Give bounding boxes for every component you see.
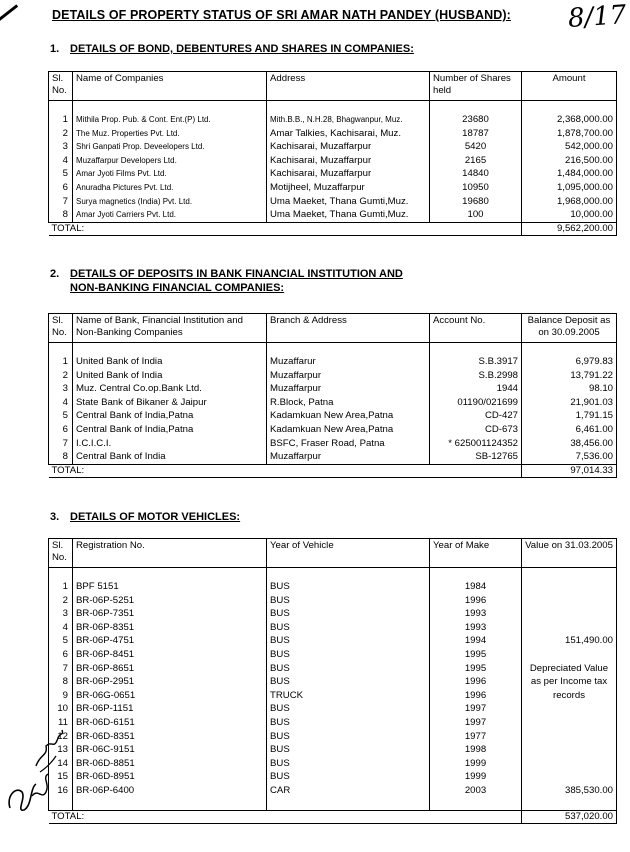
section-2-number: 2. [50,268,60,280]
row-vehicle-type: BUS [267,675,430,689]
header-account: Account No. [430,314,522,343]
row-sl: 10 [49,702,73,716]
spacer-cell [73,798,267,811]
total-label: TOTAL: [49,810,522,823]
row-balance: 7,536.00 [522,450,617,464]
depreciated-value-note: Depreciated Value as per Income tax records [522,662,617,716]
row-registration: BPF 5151 [73,580,267,594]
row-bank-name: Muz. Central Co.op.Bank Ltd. [73,382,267,396]
row-value [522,716,617,730]
row-sl: 7 [49,437,73,451]
row-sl: 13 [49,743,73,757]
row-registration: BR-06C-9151 [73,743,267,757]
total-amount: 537,020.00 [522,810,617,823]
total-label: TOTAL: [49,222,522,235]
total-row [49,810,617,823]
table-row [49,409,617,423]
table-row [49,437,617,451]
row-balance: 6,461.00 [522,423,617,437]
row-sl: 14 [49,757,73,771]
row-vehicle-type: BUS [267,662,430,676]
row-sl: 6 [49,648,73,662]
row-shares: 23680 [430,113,522,127]
row-company-name: The Muz. Properties Pvt. Ltd. [73,127,267,141]
row-account: 1944 [430,382,522,396]
row-shares: 18787 [430,127,522,141]
total-row [49,222,617,235]
header-year-make: Year of Make [430,539,522,568]
table-row [49,127,617,141]
row-value [522,594,617,608]
row-company-name: Amar Jyoti Carriers Pvt. Ltd. [73,208,267,222]
table-row [49,167,617,181]
row-year-make: 1998 [430,743,522,757]
section-2-heading-line2: NON-BANKING FINANCIAL COMPANIES: [70,282,285,294]
row-sl: 4 [49,621,73,635]
row-amount: 2,368,000.00 [522,113,617,127]
row-vehicle-type: BUS [267,770,430,784]
row-registration: BR-06P-8351 [73,621,267,635]
row-sl: 6 [49,423,73,437]
row-year-make: 1984 [430,580,522,594]
table-row [49,716,617,730]
row-shares: 19680 [430,195,522,209]
table-spacer-row [49,343,617,356]
row-sl: 3 [49,382,73,396]
row-address: Mith.B.B., N.H.28, Bhagwanpur, Muz. [267,113,430,127]
row-sl: 5 [49,167,73,181]
total-row [49,464,617,477]
row-vehicle-type: BUS [267,648,430,662]
table-row [49,757,617,771]
header-sl: Sl. No. [49,72,73,101]
row-year-make: 1995 [430,648,522,662]
table-row [49,784,617,798]
row-value [522,607,617,621]
row-shares: 5420 [430,140,522,154]
row-sl: 8 [49,675,73,689]
row-shares: 10950 [430,181,522,195]
row-company-name: Mithila Prop. Pub. & Cont. Ent.(P) Ltd. [73,113,267,127]
row-registration: BR-06P-2951 [73,675,267,689]
header-branch: Branch & Address [267,314,430,343]
row-registration: BR-06G-0651 [73,689,267,703]
spacer-cell [49,343,73,356]
row-bank-name: Central Bank of India [73,450,267,464]
row-sl: 2 [49,127,73,141]
row-vehicle-type: BUS [267,594,430,608]
row-branch: Muzaffarpur [267,382,430,396]
row-branch: Kadamkuan New Area,Patna [267,423,430,437]
table-spacer-row [49,101,617,114]
spacer-cell [73,101,267,114]
row-sl: 15 [49,770,73,784]
row-sl: 4 [49,154,73,168]
table-header-row [49,539,617,568]
row-bank-name: United Bank of India [73,355,267,369]
table-row [49,140,617,154]
row-company-name: Amar Jyoti Films Pvt. Ltd. [73,167,267,181]
row-sl: 1 [49,580,73,594]
row-sl: 6 [49,181,73,195]
corner-mark [0,4,18,22]
row-registration: BR-06P-7351 [73,607,267,621]
row-sl: 2 [49,594,73,608]
row-year-make: 1996 [430,689,522,703]
table-row [49,634,617,648]
row-amount: 1,484,000.00 [522,167,617,181]
row-sl: 1 [49,355,73,369]
table-row [49,181,617,195]
table-row [49,154,617,168]
table-row [49,730,617,744]
row-vehicle-type: TRUCK [267,689,430,703]
spacer-cell [522,101,617,114]
row-bank-name: Central Bank of India,Patna [73,409,267,423]
row-sl: 8 [49,450,73,464]
row-sl: 3 [49,140,73,154]
spacer-cell [430,343,522,356]
row-address: Motijheel, Muzaffarpur [267,181,430,195]
table-row [49,770,617,784]
row-bank-name: I.C.I.C.I. [73,437,267,451]
table-row [49,355,617,369]
row-registration: BR-06P-6400 [73,784,267,798]
row-sl: 5 [49,634,73,648]
row-year-make: 1995 [430,662,522,676]
spacer-cell [430,798,522,811]
header-year-vehicle: Year of Vehicle [267,539,430,568]
row-value: 385,530.00 [522,784,617,798]
row-vehicle-type: BUS [267,634,430,648]
table-header-row [49,314,617,343]
row-account: SB-12765 [430,450,522,464]
row-registration: BR-06P-1151 [73,702,267,716]
row-company-name: Shri Ganpati Prop. Deveelopers Ltd. [73,140,267,154]
row-branch: R.Block, Patna [267,396,430,410]
section-1-title [50,43,414,55]
row-bank-name: State Bank of Bikaner & Jaipur [73,396,267,410]
row-amount: 1,878,700.00 [522,127,617,141]
row-vehicle-type: BUS [267,716,430,730]
row-bank-name: United Bank of India [73,369,267,383]
row-registration: BR-06D-8351 [73,730,267,744]
row-account: * 625001124352 [430,437,522,451]
row-address: Amar Talkies, Kachisarai, Muz. [267,127,430,141]
row-balance: 98.10 [522,382,617,396]
header-shares: Number of Shares held [430,72,522,101]
row-bank-name: Central Bank of India,Patna [73,423,267,437]
spacer-cell [267,568,430,581]
row-year-make: 1999 [430,757,522,771]
row-balance: 6,979.83 [522,355,617,369]
row-registration: BR-06D-8851 [73,757,267,771]
spacer-cell [430,101,522,114]
row-branch: Muzaffarpur [267,369,430,383]
handwritten-signature [2,726,68,816]
row-year-make: 1993 [430,607,522,621]
header-bank-name: Name of Bank, Financial Institution and Non-Banking Companies [73,314,267,343]
table-row [49,382,617,396]
table-header-row [49,72,617,101]
spacer-cell [522,568,617,581]
table-row [49,594,617,608]
row-balance: 38,456.00 [522,437,617,451]
header-registration: Registration No. [73,539,267,568]
row-vehicle-type: BUS [267,621,430,635]
table-row [49,648,617,662]
row-address: Uma Maeket, Thana Gumti,Muz. [267,195,430,209]
section-1-number: 1. [50,43,60,55]
row-sl: 7 [49,195,73,209]
bonds-table [48,71,617,236]
row-amount: 1,095,000.00 [522,181,617,195]
row-sl: 8 [49,208,73,222]
spacer-cell [49,101,73,114]
row-year-make: 1997 [430,716,522,730]
row-value [522,757,617,771]
header-address: Address [267,72,430,101]
row-registration: BR-06P-4751 [73,634,267,648]
row-amount: 1,968,000.00 [522,195,617,209]
row-sl: 11 [49,716,73,730]
section-3-number: 3. [50,511,60,523]
row-sl: 2 [49,369,73,383]
row-value [522,770,617,784]
row-address: Kachisarai, Muzaffarpur [267,154,430,168]
row-registration: BR-06D-6151 [73,716,267,730]
table-row [49,195,617,209]
row-amount: 542,000.00 [522,140,617,154]
table-row [49,208,617,222]
section-3-title [50,511,240,523]
total-amount: 97,014.33 [522,464,617,477]
header-amount: Amount [522,72,617,101]
spacer-cell [430,568,522,581]
table-spacer-row [49,798,617,811]
row-address: Kachisarai, Muzaffarpur [267,167,430,181]
row-vehicle-type: BUS [267,743,430,757]
row-value [522,621,617,635]
header-balance: Balance Deposit as on 30.09.2005 [522,314,617,343]
row-vehicle-type: BUS [267,757,430,771]
row-balance: 1,791.15 [522,409,617,423]
row-account: CD-427 [430,409,522,423]
spacer-cell [267,798,430,811]
table-row [49,369,617,383]
row-value [522,730,617,744]
row-branch: Muzaffarpur [267,450,430,464]
section-2-title [50,268,403,294]
table-row [49,607,617,621]
spacer-cell [267,101,430,114]
row-vehicle-type: BUS [267,580,430,594]
row-value [522,743,617,757]
row-year-make: 1997 [430,702,522,716]
row-company-name: Muzaffarpur Developers Ltd. [73,154,267,168]
handwritten-page-number: 8/17 [567,0,628,35]
spacer-cell [73,343,267,356]
table-row [49,743,617,757]
row-account: CD-673 [430,423,522,437]
row-registration: BR-06P-5251 [73,594,267,608]
row-year-make: 1993 [430,621,522,635]
deposits-table [48,313,617,478]
total-label: TOTAL: [49,464,522,477]
row-year-make: 1996 [430,675,522,689]
row-shares: 100 [430,208,522,222]
row-year-make: 2003 [430,784,522,798]
table-row [49,580,617,594]
row-sl: 1 [49,113,73,127]
row-year-make: 1994 [430,634,522,648]
table-row [49,621,617,635]
spacer-cell [522,343,617,356]
row-vehicle-type: BUS [267,607,430,621]
row-year-make: 1996 [430,594,522,608]
row-sl: 9 [49,689,73,703]
table-row [49,450,617,464]
section-3-heading: DETAILS OF MOTOR VEHICLES: [70,511,241,523]
row-value: 151,490.00 [522,634,617,648]
spacer-cell [73,568,267,581]
spacer-cell [267,343,430,356]
row-sl: 5 [49,409,73,423]
row-company-name: Surya magnetics (India) Pvt. Ltd. [73,195,267,209]
row-vehicle-type: CAR [267,784,430,798]
section-2-heading-line1: DETAILS OF DEPOSITS IN BANK FINANCIAL INSTITUTION AND [70,268,403,280]
spacer-cell [522,798,617,811]
row-vehicle-type: BUS [267,702,430,716]
header-sl: Sl. No. [49,539,73,568]
row-year-make: 1977 [430,730,522,744]
row-account: S.B.3917 [430,355,522,369]
row-branch: BSFC, Fraser Road, Patna [267,437,430,451]
row-account: 01190/021699 [430,396,522,410]
table-row [49,662,617,676]
spacer-cell [49,568,73,581]
table-row [49,113,617,127]
row-company-name: Anuradha Pictures Pvt. Ltd. [73,181,267,195]
table-row [49,396,617,410]
row-amount: 216,500.00 [522,154,617,168]
vehicles-table [48,538,617,824]
row-year-make: 1999 [430,770,522,784]
table-spacer-row [49,568,617,581]
row-registration: BR-06P-8651 [73,662,267,676]
row-sl: 7 [49,662,73,676]
row-address: Kachisarai, Muzaffarpur [267,140,430,154]
header-sl: Sl. No. [49,314,73,343]
row-registration: BR-06D-8951 [73,770,267,784]
section-1-heading: DETAILS OF BOND, DEBENTURES AND SHARES IN COMPANIES: [70,43,414,55]
row-sl: 4 [49,396,73,410]
row-balance: 21,901.03 [522,396,617,410]
row-registration: BR-06P-8451 [73,648,267,662]
row-value [522,580,617,594]
row-sl: 16 [49,784,73,798]
row-amount: 10,000.00 [522,208,617,222]
total-amount: 9,562,200.00 [522,222,617,235]
row-shares: 2165 [430,154,522,168]
row-address: Uma Maeket, Thana Gumti,Muz. [267,208,430,222]
row-balance: 13,791.22 [522,369,617,383]
row-value [522,648,617,662]
row-vehicle-type: BUS [267,730,430,744]
row-branch: Muzaffarur [267,355,430,369]
row-sl: 12 [49,730,73,744]
header-value: Value on 31.03.2005 [522,539,617,568]
header-company: Name of Companies [73,72,267,101]
table-row [49,423,617,437]
row-account: S.B.2998 [430,369,522,383]
page-title: DETAILS OF PROPERTY STATUS OF SRI AMAR NATH PANDEY (HUSBAND): [52,8,511,22]
row-branch: Kadamkuan New Area,Patna [267,409,430,423]
row-shares: 14840 [430,167,522,181]
row-sl: 3 [49,607,73,621]
